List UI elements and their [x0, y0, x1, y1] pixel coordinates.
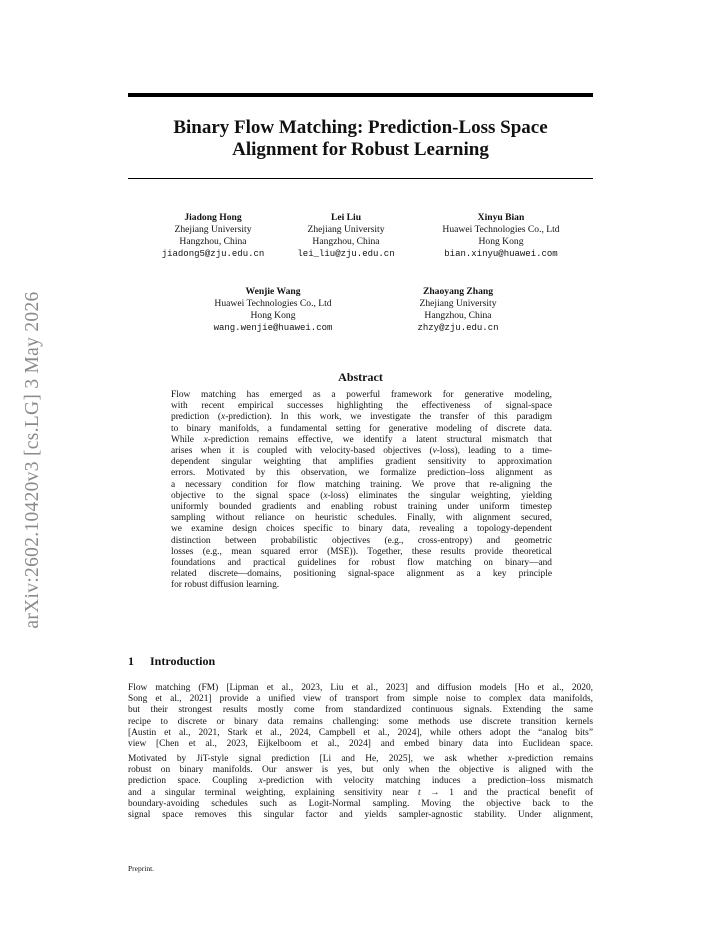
- arxiv-sidebar: [8, 250, 58, 670]
- paper-title: [128, 117, 593, 161]
- author-affiliation: Zhejiang University: [307, 224, 385, 235]
- intro-line: but their strongest results mostly come from standardized continuous signals. Extending the same: [128, 705, 593, 716]
- author-email[interactable]: zhzy@zju.edu.cn: [417, 323, 499, 333]
- abstract-line: While x-prediction remains effective, we identify a latent structural mismatch that: [171, 434, 552, 445]
- author-name: Lei Liu: [330, 212, 362, 223]
- intro-line: Flow matching (FM) [Lipman et al., 2023, Liu et al., 2023] and diffusion models [Ho et al., 2020,: [128, 683, 593, 693]
- abstract-line: objective to the signal space (x-loss) eliminates the singular weighting, yielding: [171, 490, 552, 501]
- author-affiliation: Zhejiang University: [174, 224, 252, 235]
- author-block: [261, 212, 431, 260]
- abstract-line: with recent empirical successes highlighting the effectiveness of signal-space: [171, 401, 552, 412]
- intro-line: view [Chen et al., 2023, Eijkelboom et al., 2024] and embed binary data into Euclidean space.: [128, 739, 593, 750]
- abstract-line: a necessary condition for flow matching training. We prove that re-aligning the: [171, 479, 552, 490]
- intro-paragraph-1: [128, 683, 593, 750]
- section-heading: [128, 654, 215, 669]
- title-top-rule: [128, 93, 593, 97]
- abstract-line: to binary manifolds, a fundamental setting for generative modeling of discrete data.: [171, 423, 552, 434]
- abstract-line: we examine design choices specific to binary data, revealing a topology-dependent: [171, 524, 552, 535]
- title-line-2: Alignment for Robust Learning: [232, 139, 489, 160]
- author-location: Hangzhou, China: [312, 236, 380, 247]
- abstract-line: sampling without reliance on heuristic schedules. Finally, with alignment secured,: [171, 513, 552, 524]
- author-name: Zhaoyang Zhang: [422, 286, 494, 297]
- author-location: Hong Kong: [478, 236, 524, 247]
- footer-label: Preprint.: [128, 864, 155, 873]
- section-number: 1: [128, 654, 134, 668]
- author-email[interactable]: jiadong5@zju.edu.cn: [161, 249, 265, 259]
- abstract-line: losses (e.g., mean squared error (MSE)). Together, these results provide theoretical: [171, 546, 552, 557]
- author-affiliation: Zhejiang University: [419, 298, 497, 309]
- author-email[interactable]: bian.xinyu@huawei.com: [444, 249, 558, 259]
- author-affiliation: Huawei Technologies Co., Ltd: [442, 224, 560, 235]
- author-location: Hangzhou, China: [179, 236, 247, 247]
- intro-line: signal space removes this singular factor and yields sampler-agnostic stability. Under alignment,: [128, 810, 593, 821]
- arxiv-identifier: arXiv:2602.10420v3 [cs.LG] 3 May 2026: [22, 291, 43, 629]
- author-block: [373, 286, 543, 334]
- intro-line: Song et al., 2021] provide a unified view of transport from simple noise to complex data manifolds,: [128, 694, 593, 705]
- intro-line: robust on binary manifolds. Our answer is yes, but only when the objective is aligned with the: [128, 765, 593, 776]
- abstract-line: for robust diffusion learning.: [171, 580, 280, 591]
- abstract-line: errors. Motivated by this observation, we formalize prediction–loss alignment as: [171, 468, 552, 479]
- abstract-body: [171, 390, 552, 592]
- title-line-1: Binary Flow Matching: Prediction-Loss Space: [173, 117, 548, 138]
- abstract-heading: Abstract: [338, 370, 383, 384]
- abstract-line: related discrete—domains, positioning signal-space alignment as a key principle: [171, 569, 552, 580]
- abstract-line: arises when it is coupled with velocity-based objectives (v-loss), leading to a time-: [171, 446, 552, 457]
- author-email[interactable]: wang.wenjie@huawei.com: [213, 323, 333, 333]
- author-block: [416, 212, 586, 260]
- title-bottom-rule: [128, 178, 593, 179]
- section-title: Introduction: [150, 654, 216, 668]
- abstract-line: distinction between probabilistic objectives (e.g., cross-entropy) and geometric: [171, 535, 552, 546]
- intro-paragraph-2: [128, 754, 593, 821]
- abstract-line: uniformly bounded gradients and enabling robust training under uniform timestep: [171, 502, 552, 513]
- abstract-line: dependent singular weighting that amplifies gradient sensitivity to approximation: [171, 457, 552, 468]
- intro-line: and a singular terminal weighting, explaining sensitivity near t → 1 and the practical benefit of: [128, 787, 593, 798]
- intro-line: recipe to discrete or binary data remains challenging: some methods use discrete transition kernels: [128, 716, 593, 727]
- intro-line: prediction space. Coupling x-prediction with velocity matching induces a prediction–loss mismatch: [128, 776, 593, 787]
- author-location: Hangzhou, China: [424, 310, 492, 321]
- author-email[interactable]: lei_liu@zju.edu.cn: [297, 249, 395, 259]
- abstract-line: Flow matching has emerged as a powerful framework for generative modeling,: [171, 390, 552, 400]
- abstract-line: foundations and practical guidelines for robust flow matching on binary—and: [171, 558, 552, 569]
- intro-line: [Austin et al., 2021, Stark et al., 2024, Campbell et al., 2024], while others adopt the “analog bits”: [128, 727, 593, 738]
- author-name: Xinyu Bian: [477, 212, 525, 223]
- author-name: Jiadong Hong: [184, 212, 242, 223]
- author-name: Wenjie Wang: [245, 286, 301, 297]
- intro-line: boundary-avoiding schedules such as Logit-Normal sampling. Moving the objective back to the: [128, 798, 593, 809]
- intro-line: Motivated by JiT-style signal prediction [Li and He, 2025], we ask whether x-prediction remains: [128, 754, 593, 764]
- author-location: Hong Kong: [250, 310, 296, 321]
- author-affiliation: Huawei Technologies Co., Ltd: [214, 298, 332, 309]
- author-block: [188, 286, 358, 334]
- abstract-line: prediction (x-prediction). In this work, we investigate the transfer of this paradigm: [171, 412, 552, 423]
